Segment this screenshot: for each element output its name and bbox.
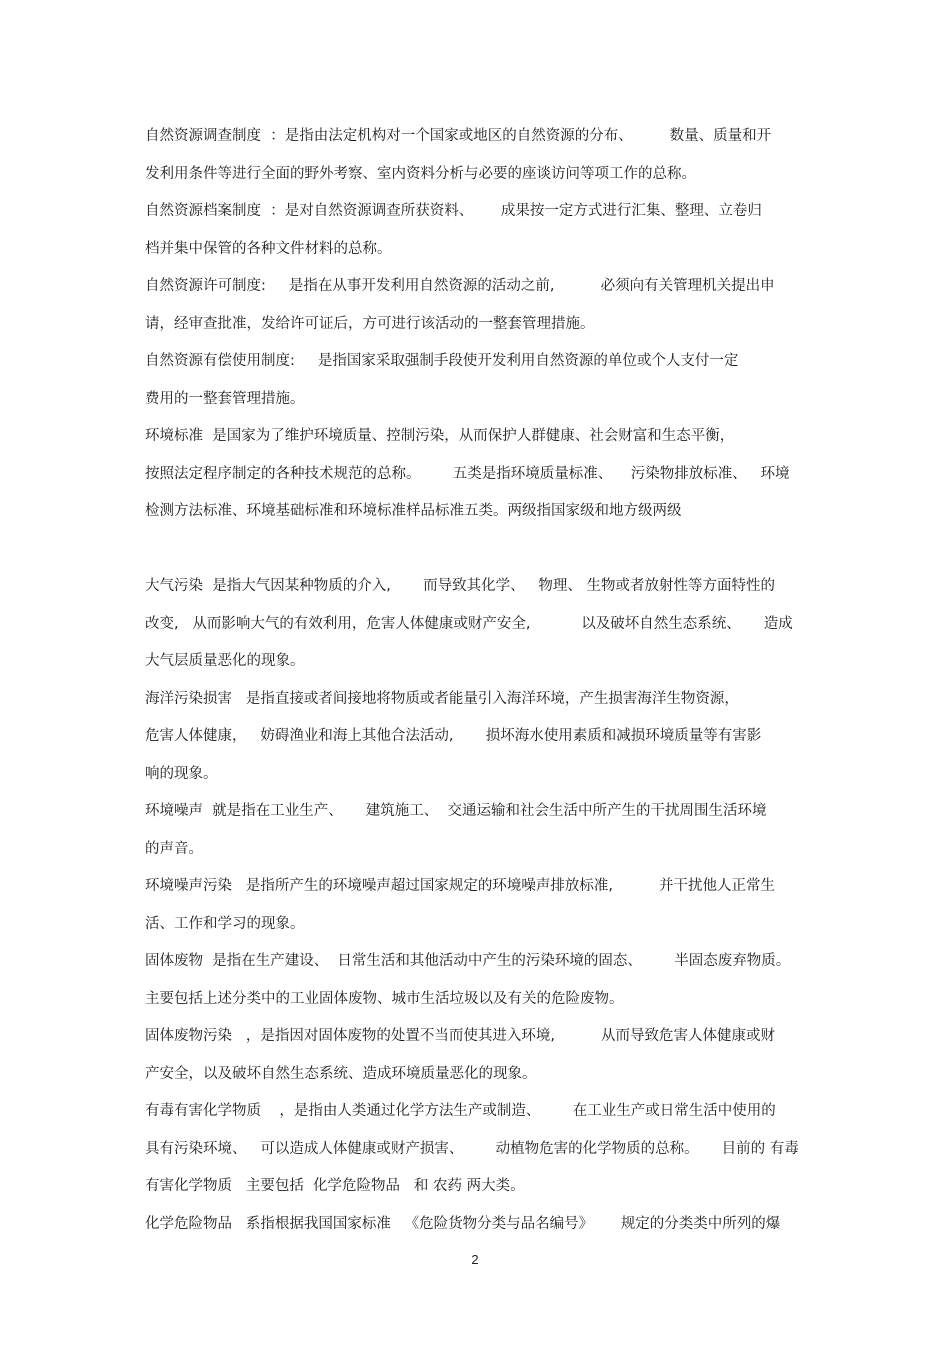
paragraph-toxic-chemicals: [145, 1093, 810, 1206]
text-line: 活、工作和学习的现象。: [145, 915, 305, 932]
paragraph-natural-resource-paid-use: [145, 343, 810, 418]
paragraph-spacer: [145, 531, 810, 569]
paragraph-natural-resource-permit: [145, 268, 810, 343]
paragraph-hazardous-chemicals: [145, 1206, 810, 1244]
text-line: 改变, 从而影响大气的有效利用，危害人体健康或财产安全, 以及破坏自然生态系统、 造成: [145, 615, 793, 632]
paragraph-noise-pollution: [145, 868, 810, 943]
text-line: 有毒有害化学物质 ，是指由人类通过化学方法生产或制造、 在工业生产或日常生活中使用的: [145, 1103, 776, 1119]
text-line: 危害人体健康， 妨碍渔业和海上其他合法活动, 损坏海水使用素质和减损环境质量等有害影: [145, 728, 762, 744]
text-line: 自然资源档案制度 ：是对自然资源调查所获资料、 成果按一定方式进行汇集、整理、立卷归: [145, 203, 762, 219]
text-line: 环境标准 是国家为了维护环境质量、控制污染，从而保护人群健康、社会财富和生态平衡，: [145, 428, 735, 444]
text-line: 的声音。: [145, 840, 203, 857]
text-line: 主要包括上述分类中的工业固体废物、城市生活垃圾以及有关的危险废物。: [145, 990, 624, 1007]
paragraph-solid-waste: [145, 943, 810, 1018]
text-line: 费用的一整套管理措施。: [145, 390, 305, 407]
page-number: 2: [471, 1252, 479, 1267]
text-line: 自然资源许可制度: 是指在从事开发利用自然资源的活动之前, 必须向有关管理机关提出申: [145, 278, 775, 294]
text-line: 检测方法标准、环境基础标准和环境标准样品标准五类。两级指国家级和地方级两级: [145, 503, 682, 519]
text-line: 化学危险物品 系指根据我国国家标准 《危险货物分类与品名编号》 规定的分类类中所列的爆: [145, 1215, 781, 1232]
paragraph-environmental-noise: [145, 793, 810, 868]
text-line: 产安全，以及破坏自然生态系统、造成环境质量恶化的现象。: [145, 1065, 537, 1082]
paragraph-solid-waste-pollution: [145, 1018, 810, 1093]
text-line: 请，经审查批准，发给许可证后，方可进行该活动的一整套管理措施。: [145, 315, 595, 332]
text-line: 固体废物 是指在生产建设、 日常生活和其他活动中产生的污染环境的固态、 半固态废弃物质。: [145, 953, 791, 969]
text-line: 响的现象。: [145, 765, 218, 782]
text-line: 自然资源有偿使用制度: 是指国家采取强制手段使开发利用自然资源的单位或个人支付一定: [145, 353, 739, 369]
text-line: 有害化学物质 主要包括 化学危险物品 和 农药 两大类。: [145, 1178, 525, 1194]
document-body: [145, 118, 810, 1243]
paragraph-natural-resource-archive: [145, 193, 810, 268]
text-line: 大气污染 是指大气因某种物质的介入, 而导致其化学、 物理、 生物或者放射性等方面特性的: [145, 578, 776, 594]
text-line: 大气层质量恶化的现象。: [145, 653, 305, 669]
paragraph-air-pollution: [145, 568, 810, 681]
text-line: 按照法定程序制定的各种技术规范的总称。 五类是指环境质量标准、 污染物排放标准、 环境: [145, 465, 790, 482]
text-line: 发利用条件等进行全面的野外考察、室内资料分析与必要的座谈访问等项工作的总称。: [145, 165, 696, 182]
text-line: 环境噪声 就是指在工业生产、 建筑施工、 交通运输和社会生活中所产生的干扰周围生活环境: [145, 803, 767, 819]
text-line: 环境噪声污染 是指所产生的环境噪声超过国家规定的环境噪声排放标准, 并干扰他人正常生: [145, 878, 776, 894]
text-line: 具有污染环境、 可以造成人体健康或财产损害、 动植物危害的化学物质的总称。 目前的 有毒: [145, 1140, 799, 1157]
paragraph-marine-pollution: [145, 681, 810, 794]
paragraph-environmental-standard: [145, 418, 810, 531]
text-line: 海洋污染损害 是指直接或者间接地将物质或者能量引入海洋环境，产生损害海洋生物资源，: [145, 690, 739, 707]
text-line: 档并集中保管的各种文件材料的总称。: [145, 240, 392, 257]
text-line: 自然资源调查制度 ：是指由法定机构对一个国家或地区的自然资源的分布、 数量、质量和开: [145, 128, 772, 144]
text-line: 固体废物污染 ，是指因对固体废物的处置不当而使其进入环境, 从而导致危害人体健康或财: [145, 1028, 776, 1044]
paragraph-natural-resource-survey: [145, 118, 810, 193]
